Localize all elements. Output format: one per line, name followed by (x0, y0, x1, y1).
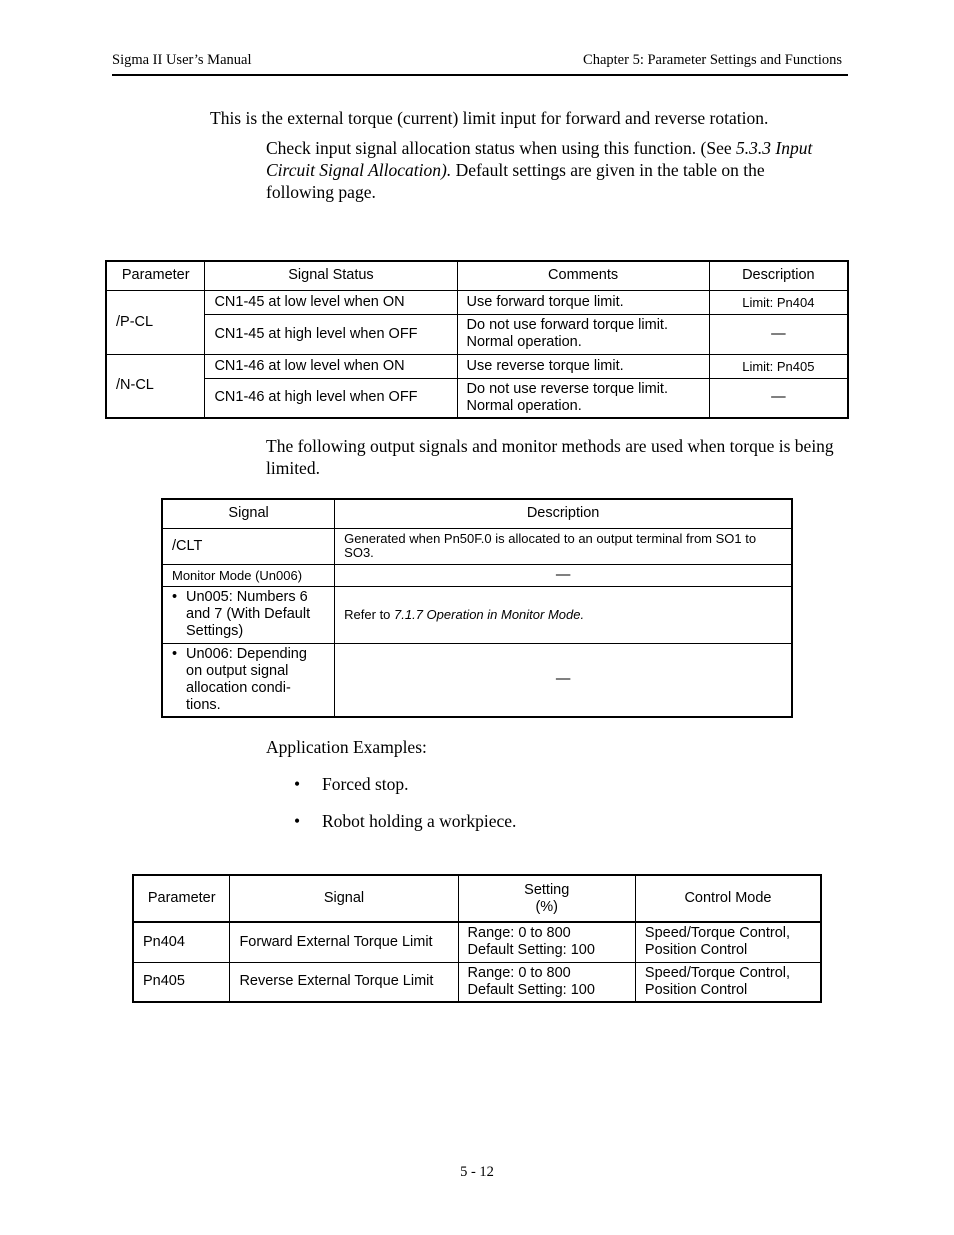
intro-reference: 5.3.3 Input Circuit Signal Allocation). (266, 138, 813, 180)
table-row (133, 962, 821, 1002)
description-cell: — (335, 643, 792, 717)
setting-unit: (%) (535, 898, 559, 915)
col-header-signal: Signal (230, 875, 458, 922)
list-item-text: Forced stop. (322, 774, 409, 794)
col-header-signal-status: Signal Status (205, 261, 457, 290)
signal-status-table (105, 260, 849, 419)
signal-cell: /CLT (162, 528, 335, 564)
bullet-icon: • (172, 645, 178, 662)
table-row (162, 643, 792, 717)
table-header-row (106, 261, 848, 290)
setting-range: Range: 0 to 800 (467, 925, 571, 942)
col-header-control-mode: Control Mode (635, 875, 821, 922)
control-mode-line: Speed/Torque Control, (644, 964, 791, 981)
header-chapter-title: Chapter 5: Parameter Settings and Functions (583, 52, 842, 68)
output-signals-paragraph: The following output signals and monitor methods are used when torque is being limited. (266, 436, 834, 478)
table-row (162, 528, 792, 564)
control-mode-cell (635, 922, 821, 962)
table-row (106, 314, 848, 354)
setting-cell (458, 962, 635, 1002)
description-cell: — (709, 314, 848, 354)
intro-text-a: Check input signal allocation status when using this function. (See (266, 138, 736, 158)
control-mode-line: Speed/Torque Control, (644, 925, 791, 942)
signal-text: Un006: Depending on output signal allocation condi-tions. (186, 645, 307, 713)
intro-paragraph (266, 137, 836, 203)
list-item (294, 773, 409, 795)
signal-cell: Forward External Torque Limit (230, 922, 458, 962)
setting-default: Default Setting: 100 (467, 942, 595, 959)
signal-cell (162, 643, 335, 717)
description-cell (335, 586, 792, 643)
table-header-row (133, 875, 821, 922)
output-signal-table (161, 498, 793, 718)
comment-line: Normal operation. (466, 397, 582, 414)
comment-cell: Use forward torque limit. (457, 290, 709, 314)
col-header-description: Description (335, 499, 792, 528)
bullet-icon: • (294, 811, 301, 831)
col-header-parameter: Parameter (133, 875, 230, 922)
signal-text: Un005: Numbers 6 and 7 (With Default Settings) (186, 589, 311, 639)
description-cell: — (709, 378, 848, 418)
desc-prefix: Refer to (344, 607, 395, 622)
table-row (133, 922, 821, 962)
table-row (106, 290, 848, 314)
control-mode-cell (635, 962, 821, 1002)
comment-cell (457, 314, 709, 354)
description-cell: Generated when Pn50F.0 is allocated to an output terminal from SO1 to SO3. (335, 528, 792, 564)
header-rule (112, 74, 848, 76)
setting-label: Setting (524, 881, 570, 898)
comment-line: Do not use forward torque limit. (466, 317, 668, 333)
comment-line: Do not use reverse torque limit. (466, 380, 668, 397)
table-row (162, 586, 792, 643)
param-cell: Pn405 (133, 962, 230, 1002)
col-header-setting (458, 875, 635, 922)
col-header-comments: Comments (457, 261, 709, 290)
intro-text-b: Default settings are given in the table on the following page. (266, 160, 765, 202)
table-row (106, 354, 848, 378)
signal-status-cell: CN1-46 at low level when ON (205, 354, 457, 378)
setting-default: Default Setting: 100 (467, 981, 595, 998)
signal-status-cell: CN1-45 at high level when OFF (205, 314, 457, 354)
page-number: 5 - 12 (460, 1164, 494, 1180)
table-row (106, 378, 848, 418)
description-cell: Limit: Pn404 (709, 290, 848, 314)
torque-limit-parameter-table (132, 874, 822, 1003)
control-mode-line: Position Control (644, 942, 748, 959)
signal-status-cell: CN1-46 at high level when OFF (205, 378, 457, 418)
description-cell: — (335, 564, 792, 586)
bullet-icon: • (172, 589, 178, 605)
description-cell: Limit: Pn405 (709, 354, 848, 378)
comment-cell: Use reverse torque limit. (457, 354, 709, 378)
col-header-signal: Signal (162, 499, 335, 528)
col-header-description: Description (709, 261, 848, 290)
list-item (294, 810, 516, 832)
table-row (162, 564, 792, 586)
setting-range: Range: 0 to 800 (467, 964, 571, 981)
comment-line: Normal operation. (466, 334, 582, 350)
table-header-row (162, 499, 792, 528)
bullet-icon: • (294, 774, 301, 794)
param-cell: Pn404 (133, 922, 230, 962)
control-mode-line: Position Control (644, 981, 748, 998)
header-manual-title: Sigma II User’s Manual (112, 52, 252, 68)
intro-line: This is the external torque (current) limit input for forward and reverse rotation. (210, 108, 769, 128)
comment-cell (457, 378, 709, 418)
signal-cell: Monitor Mode (Un006) (162, 564, 335, 586)
setting-cell (458, 922, 635, 962)
list-item-text: Robot holding a workpiece. (322, 811, 517, 831)
param-cell: /N-CL (106, 354, 205, 418)
signal-cell: Reverse External Torque Limit (230, 962, 458, 1002)
col-header-parameter: Parameter (106, 261, 205, 290)
signal-status-cell: CN1-45 at low level when ON (205, 290, 457, 314)
application-examples-title: Application Examples: (266, 737, 427, 757)
desc-reference: 7.1.7 Operation in Monitor Mode. (394, 607, 585, 622)
signal-cell (162, 586, 335, 643)
param-cell: /P-CL (106, 290, 205, 354)
